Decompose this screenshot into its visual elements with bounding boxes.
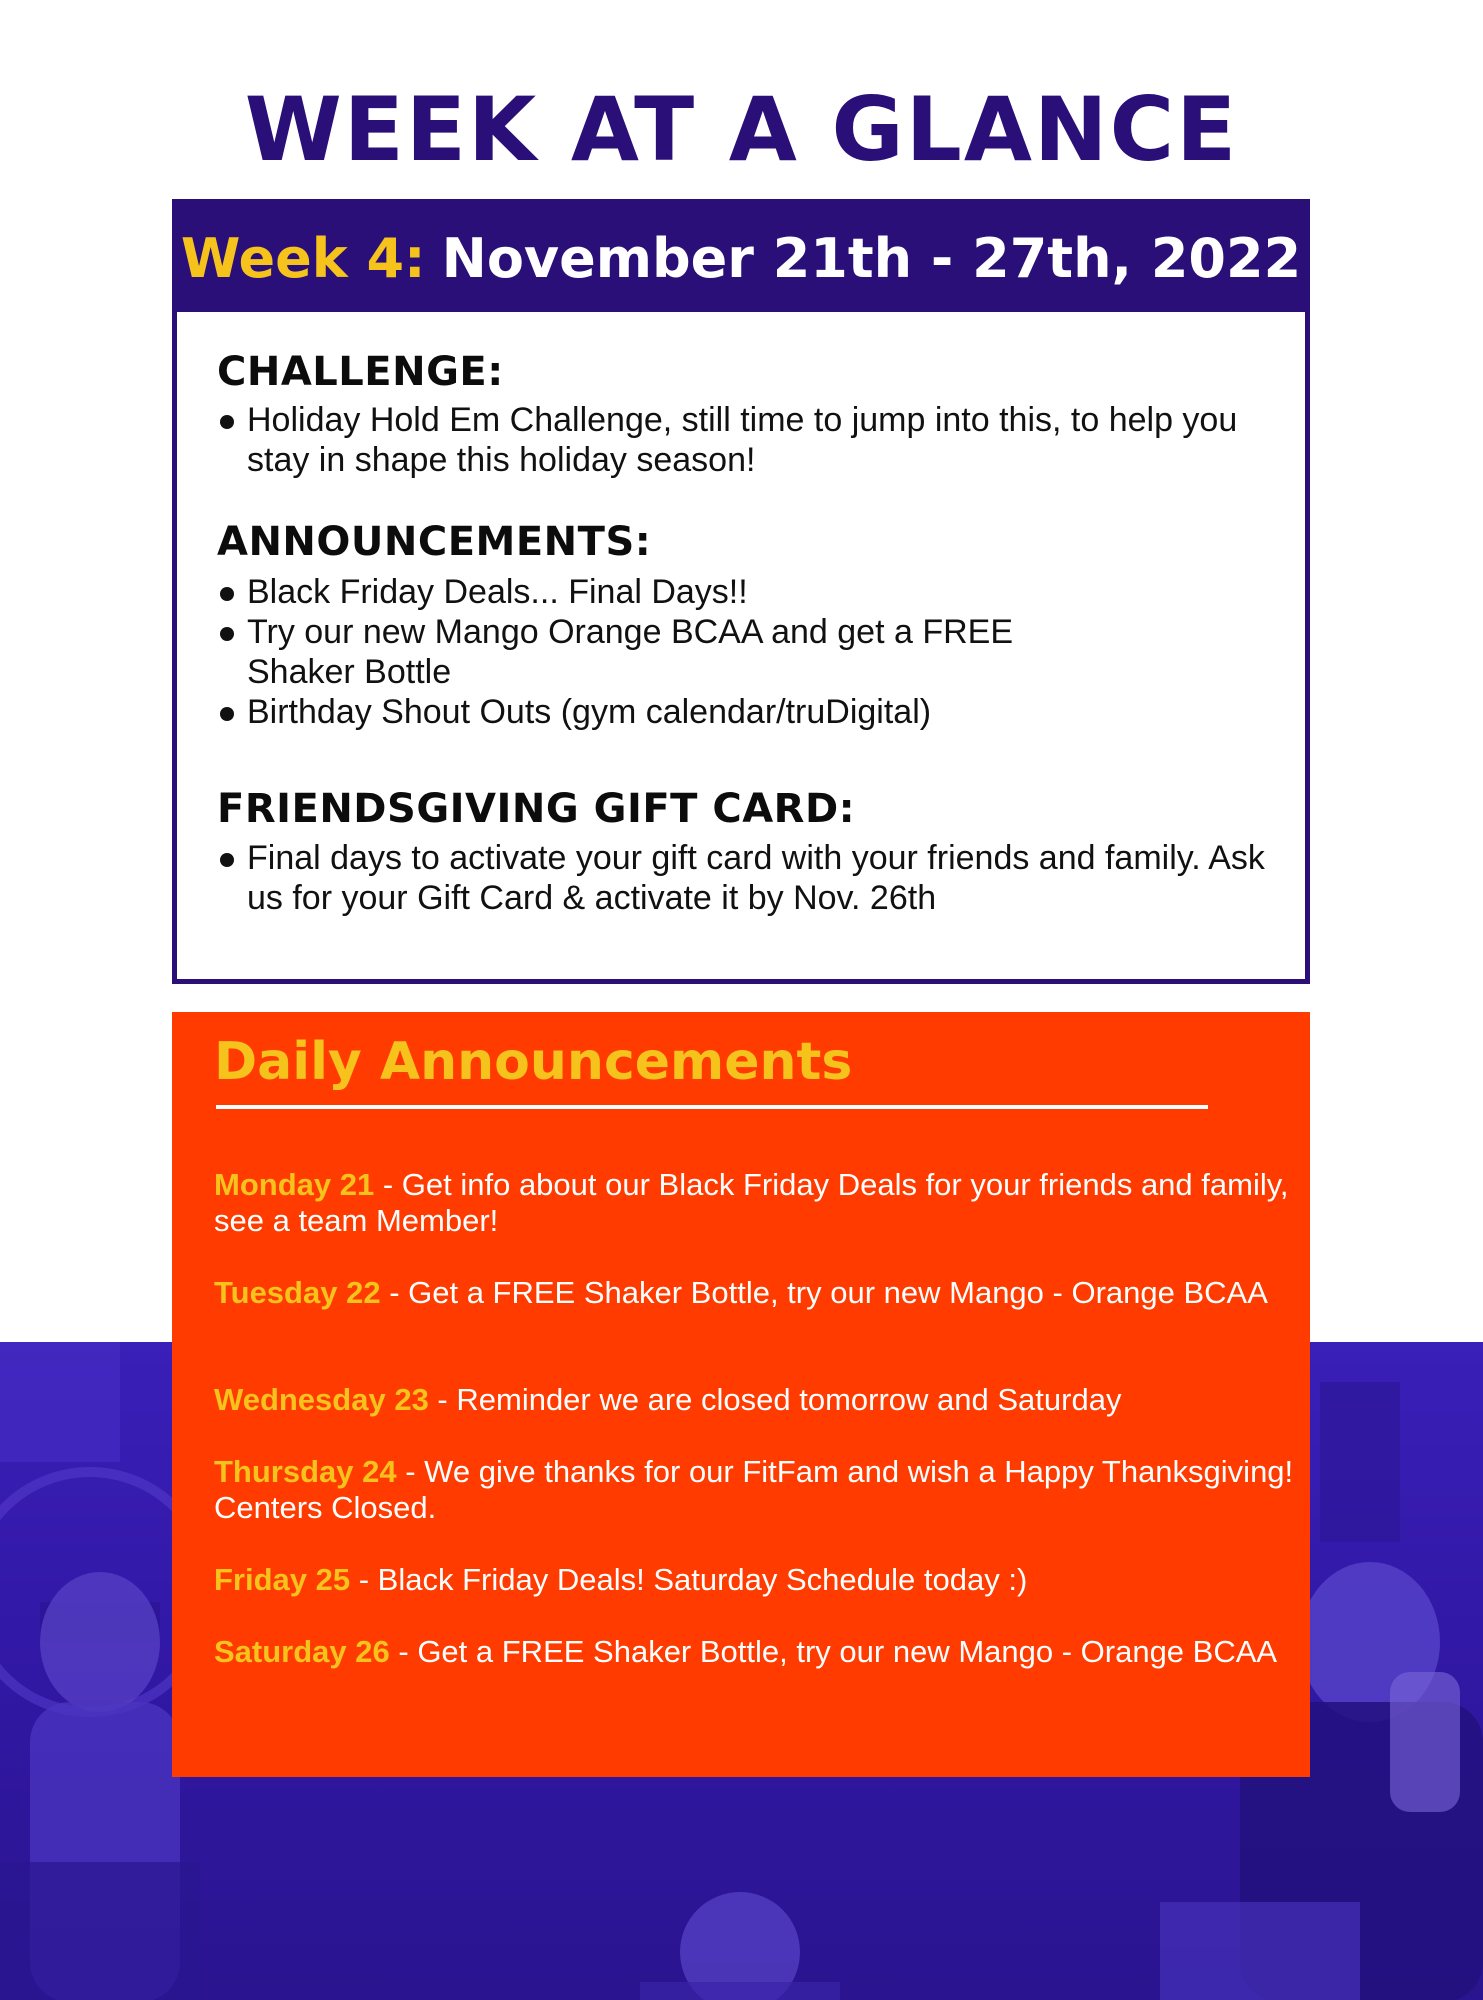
daily-item-saturday: [214, 1634, 1300, 1670]
daily-item-tuesday: [214, 1275, 1300, 1311]
day-text: - Get a FREE Shaker Bottle, try our new Mango - Orange BCAA: [380, 1275, 1268, 1310]
list-item: Birthday Shout Outs (gym calendar/truDigital): [217, 692, 1275, 732]
week-date-range: November 21th - 27th, 2022: [441, 226, 1302, 290]
day-text: - We give thanks for our FitFam and wish a Happy Thanksgiving! Centers Closed.: [214, 1454, 1294, 1525]
friendsgiving-heading: FRIENDSGIVING GIFT CARD:: [217, 786, 856, 832]
daily-item-monday: [214, 1167, 1300, 1239]
list-item: Final days to activate your gift card with your friends and family. Ask us for your Gift Card & activate it by Nov. 26th: [217, 838, 1275, 918]
day-label: Friday 25: [214, 1562, 351, 1597]
divider: [216, 1105, 1208, 1109]
day-text: - Black Friday Deals! Saturday Schedule today :): [350, 1562, 1028, 1597]
list-item: Try our new Mango Orange BCAA and get a FREE Shaker Bottle: [217, 612, 1275, 692]
daily-item-wednesday: [214, 1382, 1300, 1418]
day-label: Monday 21: [214, 1167, 375, 1202]
page-title: WEEK AT A GLANCE: [244, 78, 1239, 181]
list-item: Black Friday Deals... Final Days!!: [217, 572, 1275, 612]
challenge-heading: CHALLENGE:: [217, 349, 504, 395]
day-label: Tuesday 22: [214, 1275, 381, 1310]
day-text: - Reminder we are closed tomorrow and Saturday: [428, 1382, 1122, 1417]
day-text: - Get a FREE Shaker Bottle, try our new Mango - Orange BCAA: [389, 1634, 1278, 1669]
daily-item-thursday: [214, 1454, 1300, 1526]
week-number-label: Week 4:: [180, 226, 426, 290]
day-label: Wednesday 23: [214, 1382, 429, 1417]
daily-item-friday: [214, 1562, 1300, 1598]
announcements-list: [217, 572, 1275, 732]
daily-announcements-heading: Daily Announcements: [214, 1032, 853, 1092]
day-label: Saturday 26: [214, 1634, 390, 1669]
daily-announcements-card: [172, 1012, 1310, 1777]
friendsgiving-list: [217, 838, 1275, 918]
challenge-list: [217, 400, 1275, 480]
list-item: Holiday Hold Em Challenge, still time to jump into this, to help you stay in shape this holiday season!: [217, 400, 1275, 480]
week-header: [177, 204, 1305, 312]
day-text: - Get info about our Black Friday Deals for your friends and family, see a team Member!: [214, 1167, 1289, 1238]
week-summary-card: [172, 199, 1310, 984]
day-label: Thursday 24: [214, 1454, 397, 1489]
announcements-heading: ANNOUNCEMENTS:: [217, 519, 652, 565]
